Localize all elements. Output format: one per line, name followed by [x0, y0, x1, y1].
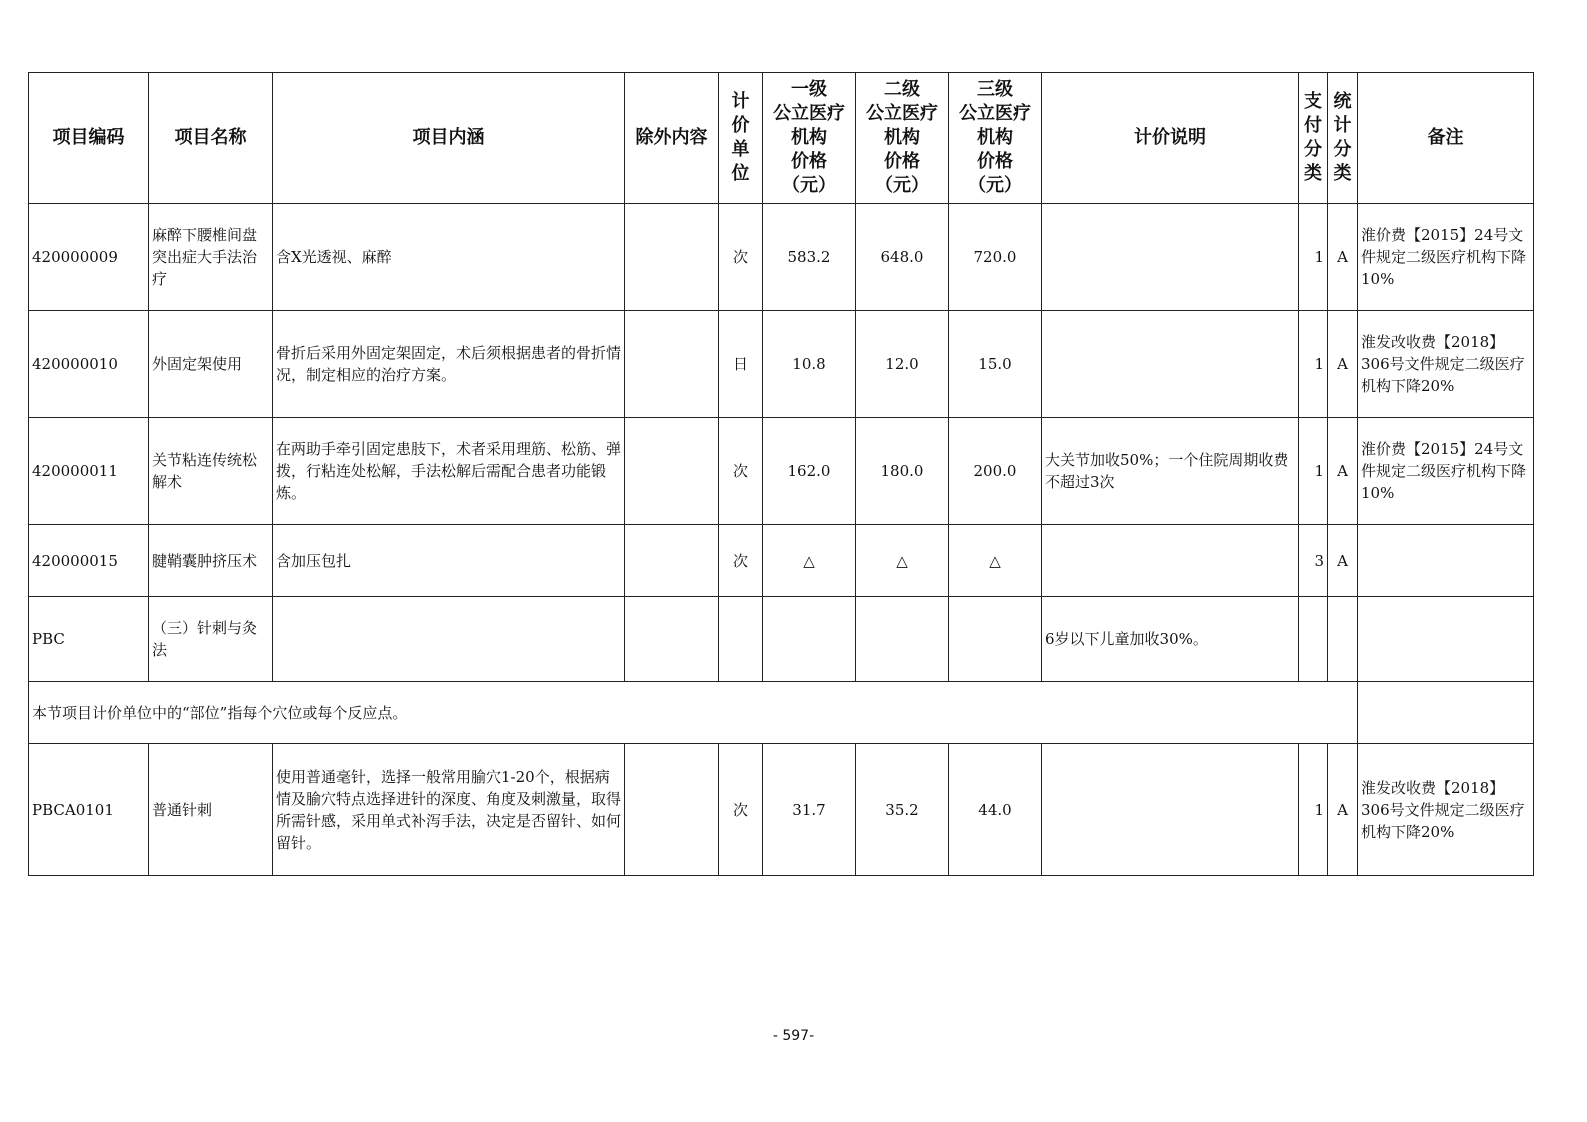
cell-content: 使用普通毫针，选择一般常用腧穴1-20个，根据病情及腧穴特点选择进针的深度、角度及刺激量，取得所需针感，采用单式补泻手法，决定是否留针、如何留针。 [273, 744, 625, 876]
cell-pricing-notes: 6岁以下儿童加收30%。 [1042, 597, 1299, 682]
cell-code: 420000009 [29, 204, 149, 311]
table-row [29, 418, 1534, 525]
cell-price-level3: 200.0 [949, 418, 1042, 525]
cell-content [273, 597, 625, 682]
header-line: 公立医疗 [773, 103, 845, 124]
cell-remarks: 淮发改收费【2018】306号文件规定二级医疗机构下降20% [1358, 744, 1534, 876]
cell-payment-class: 1 [1299, 744, 1328, 876]
cell-pricing-notes [1042, 311, 1299, 418]
cell-name: 外固定架使用 [149, 311, 273, 418]
cell-payment-class [1299, 597, 1328, 682]
header-line: 付 [1304, 115, 1322, 136]
header-line: 机构 [791, 127, 827, 148]
cell-code: 420000010 [29, 311, 149, 418]
header-line: 支 [1304, 91, 1322, 112]
cell-stat-class: A [1328, 744, 1358, 876]
table-row [29, 525, 1534, 597]
cell-unit: 次 [719, 525, 763, 597]
cell-code: PBC [29, 597, 149, 682]
cell-content: 含X光透视、麻醉 [273, 204, 625, 311]
cell-code: PBCA0101 [29, 744, 149, 876]
cell-stat-class: A [1328, 204, 1358, 311]
header-level2-price [856, 73, 949, 204]
cell-stat-class [1328, 597, 1358, 682]
cell-exclusions [625, 418, 719, 525]
cell-price-level2: 12.0 [856, 311, 949, 418]
cell-unit: 次 [719, 418, 763, 525]
header-line: 统 [1333, 91, 1352, 112]
header-line: 分 [1333, 139, 1352, 160]
cell-code: 420000011 [29, 418, 149, 525]
cell-price-level2: 35.2 [856, 744, 949, 876]
cell-content: 含加压包扎 [273, 525, 625, 597]
cell-stat-class: A [1328, 525, 1358, 597]
cell-remarks: 淮价费【2015】24号文件规定二级医疗机构下降10% [1358, 204, 1534, 311]
cell-stat-class: A [1328, 418, 1358, 525]
cell-price-level1: 10.8 [763, 311, 856, 418]
cell-unit: 次 [719, 744, 763, 876]
header-name: 项目名称 [149, 73, 273, 204]
header-line: 三级 [977, 79, 1013, 100]
cell-payment-class: 1 [1299, 311, 1328, 418]
cell-price-level2: 180.0 [856, 418, 949, 525]
header-unit-line: 计 [731, 91, 750, 112]
header-line: 价格 [884, 151, 920, 172]
header-line: （元） [968, 175, 1022, 196]
header-line: （元） [782, 175, 836, 196]
table-row [29, 597, 1534, 682]
cell-name: 关节粘连传统松解术 [149, 418, 273, 525]
cell-price-level3: 44.0 [949, 744, 1042, 876]
header-unit-line: 位 [731, 163, 750, 184]
cell-price-level2: △ [856, 525, 949, 597]
header-row [29, 73, 1534, 204]
section-note-row [29, 682, 1534, 744]
cell-exclusions [625, 525, 719, 597]
cell-pricing-notes: 大关节加收50%；一个住院周期收费不超过3次 [1042, 418, 1299, 525]
header-pricing-notes: 计价说明 [1042, 73, 1299, 204]
cell-price-level1: 31.7 [763, 744, 856, 876]
cell-exclusions [625, 597, 719, 682]
section-note: 本节项目计价单位中的“部位”指每个穴位或每个反应点。 [29, 682, 1358, 744]
header-code: 项目编码 [29, 73, 149, 204]
table-row [29, 311, 1534, 418]
cell-code: 420000015 [29, 525, 149, 597]
cell-price-level1: △ [763, 525, 856, 597]
header-payment-class [1299, 73, 1328, 204]
header-unit [719, 73, 763, 204]
page-number: - 597- [772, 1028, 815, 1044]
cell-remarks: 淮发改收费【2018】306号文件规定二级医疗机构下降20% [1358, 311, 1534, 418]
header-line: （元） [875, 175, 929, 196]
cell-remarks [1358, 682, 1534, 744]
cell-price-level3 [949, 597, 1042, 682]
price-table [28, 72, 1534, 876]
header-remarks: 备注 [1358, 73, 1534, 204]
cell-price-level3: 720.0 [949, 204, 1042, 311]
cell-exclusions [625, 204, 719, 311]
cell-content: 骨折后采用外固定架固定，术后须根据患者的骨折情况，制定相应的治疗方案。 [273, 311, 625, 418]
cell-price-level3: 15.0 [949, 311, 1042, 418]
cell-content: 在两助手牵引固定患肢下，术者采用理筋、松筋、弹拨，行粘连处松解，手法松解后需配合患者功能锻炼。 [273, 418, 625, 525]
header-line: 价格 [791, 151, 827, 172]
cell-unit [719, 597, 763, 682]
header-line: 公立医疗 [866, 103, 938, 124]
cell-pricing-notes [1042, 744, 1299, 876]
header-exclusions: 除外内容 [625, 73, 719, 204]
header-line: 二级 [884, 79, 920, 100]
cell-exclusions [625, 311, 719, 418]
header-line: 一级 [791, 79, 827, 100]
cell-exclusions [625, 744, 719, 876]
header-line: 公立医疗 [959, 103, 1031, 124]
header-unit-line: 价 [731, 115, 750, 136]
cell-payment-class: 1 [1299, 204, 1328, 311]
cell-unit: 日 [719, 311, 763, 418]
header-unit-line: 单 [731, 139, 750, 160]
header-line: 类 [1333, 163, 1352, 184]
cell-name: 普通针刺 [149, 744, 273, 876]
cell-name: 麻醉下腰椎间盘突出症大手法治疗 [149, 204, 273, 311]
header-stat-class [1328, 73, 1358, 204]
cell-name: （三）针刺与灸法 [149, 597, 273, 682]
cell-price-level1 [763, 597, 856, 682]
table-row [29, 744, 1534, 876]
header-level3-price [949, 73, 1042, 204]
header-level1-price [763, 73, 856, 204]
cell-price-level2 [856, 597, 949, 682]
header-line: 类 [1304, 163, 1322, 184]
header-line: 机构 [884, 127, 920, 148]
cell-price-level1: 162.0 [763, 418, 856, 525]
header-content: 项目内涵 [273, 73, 625, 204]
cell-payment-class: 1 [1299, 418, 1328, 525]
cell-unit: 次 [719, 204, 763, 311]
header-line: 计 [1333, 115, 1352, 136]
cell-remarks: 淮价费【2015】24号文件规定二级医疗机构下降10% [1358, 418, 1534, 525]
cell-remarks [1358, 525, 1534, 597]
table-row [29, 204, 1534, 311]
cell-name: 腱鞘囊肿挤压术 [149, 525, 273, 597]
cell-remarks [1358, 597, 1534, 682]
cell-price-level3: △ [949, 525, 1042, 597]
cell-price-level1: 583.2 [763, 204, 856, 311]
cell-pricing-notes [1042, 204, 1299, 311]
cell-pricing-notes [1042, 525, 1299, 597]
cell-stat-class: A [1328, 311, 1358, 418]
cell-payment-class: 3 [1299, 525, 1328, 597]
header-line: 机构 [977, 127, 1013, 148]
header-line: 价格 [977, 151, 1013, 172]
cell-price-level2: 648.0 [856, 204, 949, 311]
header-line: 分 [1304, 139, 1322, 160]
